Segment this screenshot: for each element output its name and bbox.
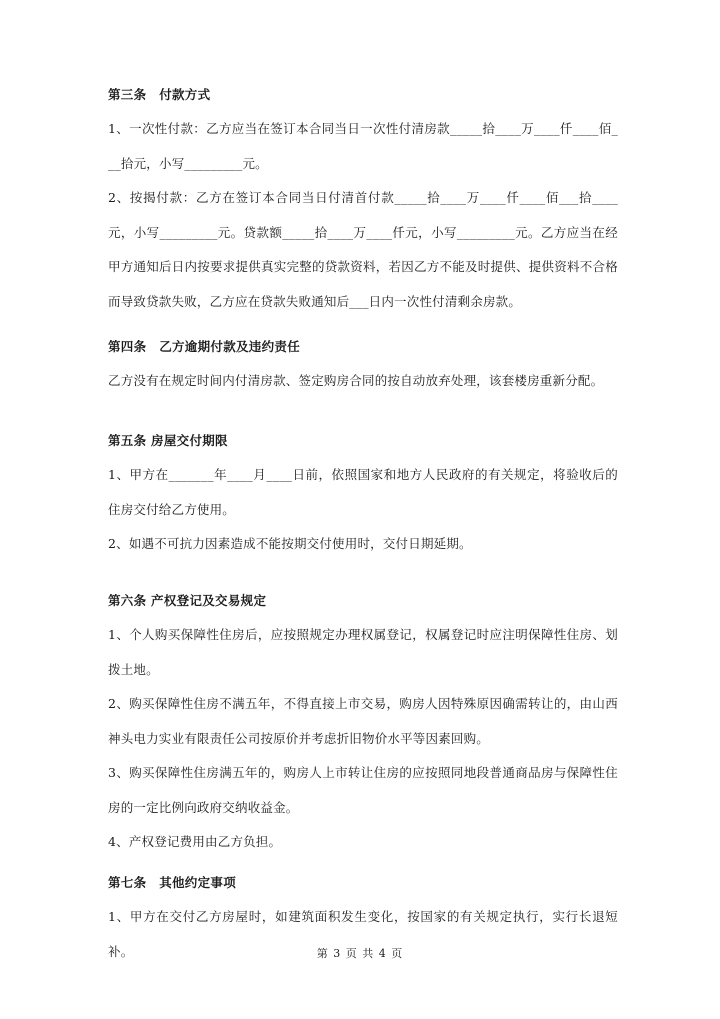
article-3-heading: 第三条 付款方式 [108, 87, 211, 102]
article-6-clause-3: 3、购买保障性住房满五年的，购房人上市转让住房的应按照同地段普通商品房与保障性住房的一定比例向政府交纳收益金。 [108, 765, 618, 815]
article-5-heading: 第五条 房屋交付期限 [108, 433, 228, 448]
article-6-property-registration [108, 592, 618, 860]
page-number-footer: 第 3 页 共 4 页 [316, 947, 404, 960]
article-6-clause-4: 4、产权登记费用由乙方负担。 [108, 834, 282, 849]
article-5-delivery-period [108, 432, 618, 562]
article-6-heading: 第六条 产权登记及交易规定 [108, 593, 267, 608]
article-6-clause-2: 2、购买保障性住房不满五年，不得直接上市交易，购房人因特殊原因确需转让的，由山西神头电力实业有限责任公司按原价并考虑折旧物价水平等因素回购。 [108, 696, 618, 746]
article-5-clause-1: 1、甲方在_______年____月____日前，依照国家和地方人民政府的有关规定，将验收后的住房交付给乙方使用。 [108, 467, 618, 517]
article-4-heading: 第四条 乙方逾期付款及违约责任 [108, 339, 301, 354]
article-7-clause-1: 1、甲方在交付乙方房屋时，如建筑面积发生变化，按国家的有关规定执行，实行长退短补。 [108, 909, 618, 959]
article-6-clause-1: 1、个人购买保障性住房后，应按照规定办理权属登记，权属登记时应注明保障性住房、划拨土地。 [108, 627, 618, 677]
article-3-clause-1: 1、一次性付款：乙方应当在签订本合同当日一次性付清房款_____拾____万____仟____佰___拾元，小写_________元。 [108, 121, 618, 171]
article-7-heading: 第七条 其他约定事项 [108, 875, 237, 890]
article-4-late-payment [108, 338, 618, 399]
article-5-clause-2: 2、如遇不可抗力因素造成不能按期交付使用时，交付日期延期。 [108, 536, 472, 551]
article-3-payment-method [108, 86, 618, 319]
article-3-clause-2: 2、按揭付款：乙方在签订本合同当日付清首付款_____拾____万____仟____佰___拾____元，小写_________元。贷款额_____拾____万____仟元，小写_________元。乙方应当在经甲方通知后日内按要求提供真实完整的贷款资料，若因乙方不能及时提供、提供资料不合格而导致贷款失败，乙方应在贷款失败通知后___日内一次性付清剩余房款。 [108, 190, 618, 309]
article-4-clause-1: 乙方没有在规定时间内付清房款、签定购房合同的按自动放弃处理，该套楼房重新分配。 [108, 373, 604, 388]
